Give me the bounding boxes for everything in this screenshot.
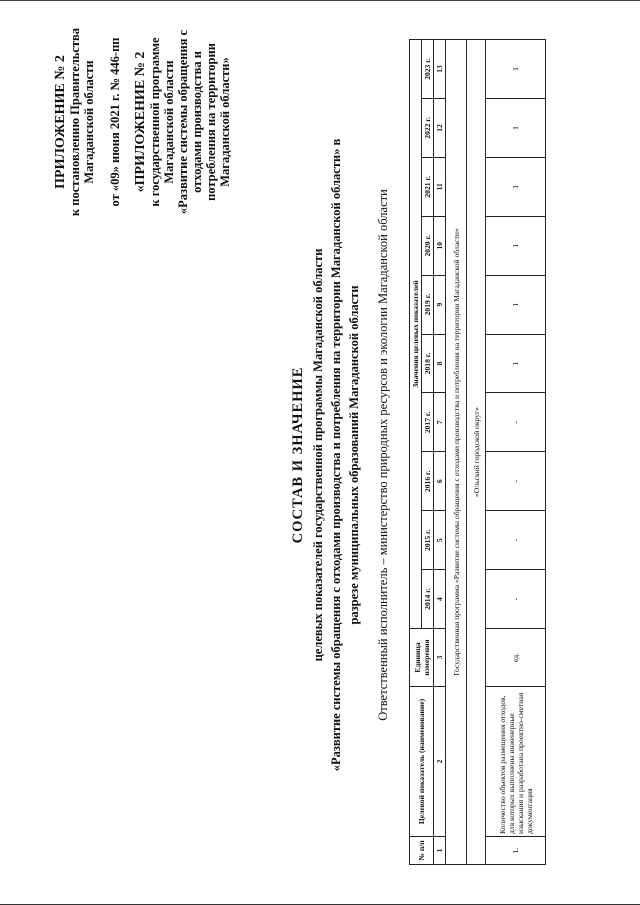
- column-number: 2: [434, 687, 446, 837]
- column-number: 4: [434, 570, 446, 629]
- header-year: 2022 г.: [422, 98, 434, 157]
- column-number: 8: [434, 334, 446, 393]
- column-number: 10: [434, 216, 446, 275]
- heading-line-2: «Развитие системы обращения с отходами производства и потребления на территории Магаданской области» в: [329, 138, 343, 772]
- header-year: 2020 г.: [422, 216, 434, 275]
- heading-title: СОСТАВ И ЗНАЧЕНИЕ: [290, 366, 306, 544]
- column-number: 13: [434, 40, 446, 99]
- row-value: -: [486, 393, 546, 452]
- header-values: Значения целевых показателей: [410, 40, 422, 629]
- table-row: [486, 40, 546, 865]
- responsible-executor: Ответственный исполнитель – министерство природных ресурсов и экологии Магаданской области: [376, 189, 390, 721]
- header-unit: Единица измерения: [410, 629, 434, 687]
- column-number: 7: [434, 393, 446, 452]
- row-unit: ед.: [486, 629, 546, 687]
- row-num: 1.: [486, 837, 546, 865]
- appendix-block: [54, 27, 232, 217]
- appendix-title: ПРИЛОЖЕНИЕ № 2: [53, 55, 68, 189]
- row-value: 1: [486, 275, 546, 334]
- column-number-row: [434, 40, 446, 865]
- row-value: 1: [486, 40, 546, 99]
- column-number: 1: [434, 837, 446, 865]
- column-number: 6: [434, 452, 446, 511]
- row-value: -: [486, 452, 546, 511]
- column-number: 12: [434, 98, 446, 157]
- header-num: № п/п: [410, 837, 434, 865]
- header-indicator: Целевой показатель (наименование): [410, 687, 434, 837]
- row-value: 1: [486, 157, 546, 216]
- header-year: 2021 г.: [422, 157, 434, 216]
- row-indicator-name: Количество объектов размещения отходов, для которых выполнены инженерные изыскания и разработана проектно-сметная документация: [486, 687, 546, 837]
- appendix-date: от «09» июня 2021 г. № 446-пп: [108, 37, 122, 207]
- column-number: 11: [434, 157, 446, 216]
- row-value: 1: [486, 334, 546, 393]
- heading-line-1: целевых показателей государственной программы Магаданской области: [311, 248, 325, 662]
- appendix-to-decree: к постановлению Правительства Магаданской области: [68, 27, 96, 217]
- column-number: 3: [434, 629, 446, 687]
- header-year: 2019 г.: [422, 275, 434, 334]
- header-year: 2016 г.: [422, 452, 434, 511]
- row-value: 1: [486, 216, 546, 275]
- header-year: 2023 г.: [422, 40, 434, 99]
- heading-line-3: разрезе муниципальных образований Магаданской области: [347, 285, 361, 625]
- document-heading: [290, 95, 361, 815]
- header-year: 2017 г.: [422, 393, 434, 452]
- district-row: «Ольский городской округ»: [467, 40, 486, 865]
- row-value: -: [486, 511, 546, 570]
- appendix-to-program: к государственной программе Магаданской области: [148, 37, 176, 207]
- header-year: 2014 г.: [422, 570, 434, 629]
- row-value: -: [486, 570, 546, 629]
- column-number: 9: [434, 275, 446, 334]
- column-number: 5: [434, 511, 446, 570]
- indicators-table: [409, 39, 546, 865]
- appendix-title-2: «ПРИЛОЖЕНИЕ № 2: [133, 51, 148, 193]
- row-value: 1: [486, 98, 546, 157]
- header-year: 2018 г.: [422, 334, 434, 393]
- header-year: 2015 г.: [422, 511, 434, 570]
- program-row: Государственная программа «Развитие системы обращения с отходами производства и потребления на территории Магаданской области»: [446, 40, 467, 865]
- scan-edge-line: [0, 0, 640, 1]
- appendix-program-name: «Развитие системы обращения с отходами производства и потребления на территории Магаданской области»: [176, 29, 232, 215]
